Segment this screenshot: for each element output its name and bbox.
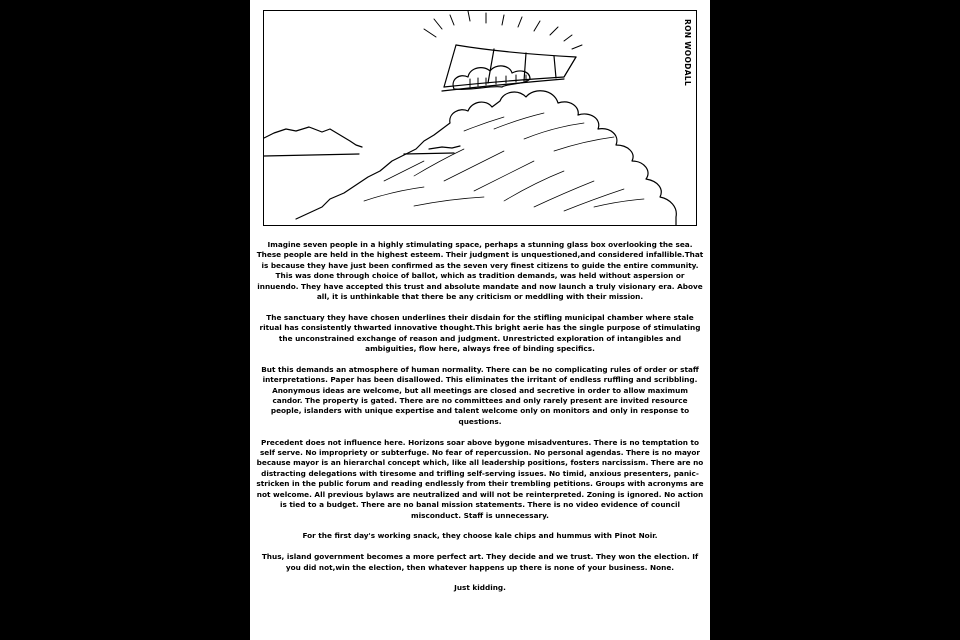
editorial-cartoon [263,10,697,226]
cartoon-drawing [264,11,697,226]
radiance-lines [424,11,582,49]
paragraph: Thus, island government becomes a more perfect art. They decide and we trust. They won the election. If you did not,win the election, then whatever happens up there is none of your business. None. [261,552,699,572]
sea-horizon [264,153,454,156]
paragraph: The sanctuary they have chosen underlines their disdain for the stifling municipal chamber where stale ritual has consistently thwarted innovative thought.This bright aerie has the single purpose of stimulating the unconstrained exchange of reason and judgment. Unrestricted exploration of intangibles and ambiguities, flow here, always free of binding specifics. [259,312,701,354]
glass-box-floor [444,57,576,87]
article-page [250,0,710,640]
glass-box-roof [456,45,576,57]
cloud-texture [364,113,644,211]
paragraph: Imagine seven people in a highly stimulating space, perhaps a stunning glass box overlooking the sea. These people are held in the highest esteem. Their judgment is unquestioned,and considered infallible.That is because they have just been confirmed as the seven very finest citizens to guide the entire community. This was done through choice of ballot, which as tradition demands, was held without aspersion or innuendo. They have accepted this trust and absolute mandate and now launch a truly visionary era. Above all, it is unthinkable that there be any criticism or meddling with their mission. [256,240,704,302]
artist-credit: RON WOODALL [683,19,692,86]
left-mountains [264,127,362,147]
article-text [256,240,704,604]
paragraph: Precedent does not influence here. Horizons soar above bygone misadventures. There is no temptation to self serve. No impropriety or subterfuge. No fear of repercussion. No personal agendas. There is no mayor because mayor is an hierarchal concept which, like all leadership positions, fosters narcissism. There are no distracting delegations with tiresome and trifling self-serving issues. No timid, anxious presenters, panic-stricken in the public forum and reading endlessly from their trembling petitions. Groups with acronyms are not welcome. All previous bylaws are neutralized and will not be reinterpreted. Zoning is ignored. No action is tied to a budget. There are no banal mission statements. There is no video evidence of council misconduct. Staff is unnecessary. [256,437,704,520]
cloud-mountain [296,91,676,226]
paragraph: Just kidding. [454,583,506,593]
paragraph: For the first day's working snack, they choose kale chips and hummus with Pinot Noir. [302,531,658,541]
right-mountains [429,146,460,149]
paragraph: But this demands an atmosphere of human normality. There can be no complicating rules of order or staff interpretations. Paper has been disallowed. This eliminates the irritant of endless ruffling and scribbling. Anonymous ideas are welcome, but all meetings are closed and secretive in order to allow maximum candor. The property is gated. There are no committees and only rarely present are invited resource people, islanders with unique expertise and talent welcome only on monitors and only in response to questions. [261,364,699,426]
